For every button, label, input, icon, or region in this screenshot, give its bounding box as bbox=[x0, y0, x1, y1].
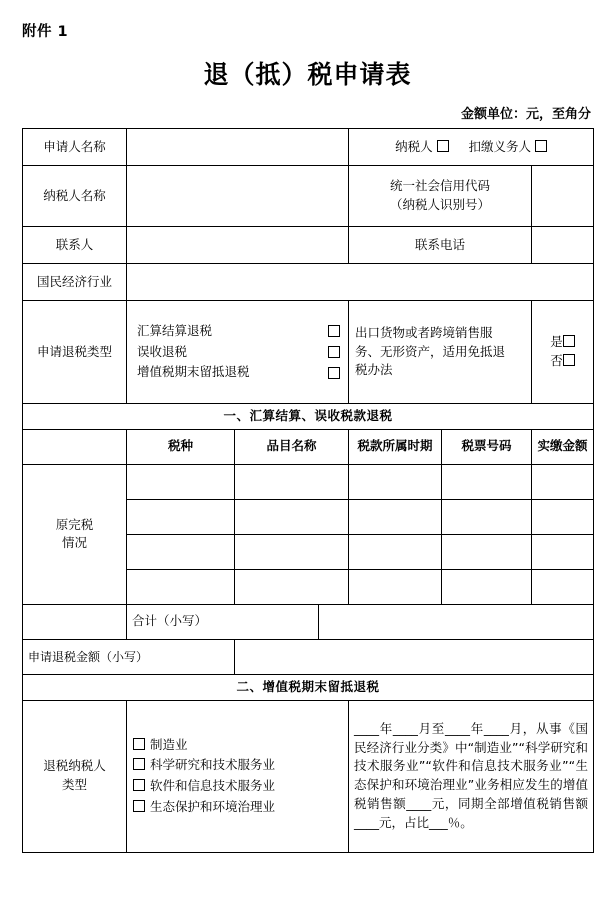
applicant-name-field[interactable] bbox=[127, 129, 349, 166]
cell-receipt-number[interactable] bbox=[442, 569, 532, 604]
credit-code-label-line2: （纳税人识别号） bbox=[390, 197, 491, 212]
total-row-spacer bbox=[23, 604, 127, 639]
taxpayer-type-option-3[interactable] bbox=[131, 797, 344, 818]
taxpayer-type-option-label: 制造业 bbox=[150, 736, 188, 752]
cell-tax-period[interactable] bbox=[349, 569, 442, 604]
export-refund-yes-no[interactable] bbox=[532, 301, 594, 404]
credit-code-label bbox=[349, 166, 532, 227]
refund-type-option-0[interactable] bbox=[133, 321, 342, 342]
table-row bbox=[23, 227, 594, 264]
export-refund-no-label: 否 bbox=[550, 353, 563, 368]
taxpayer-name-label: 纳税人名称 bbox=[23, 166, 127, 227]
table-row bbox=[23, 604, 594, 639]
taxpayer-type-option-0[interactable] bbox=[131, 735, 344, 756]
cell-receipt-number[interactable] bbox=[442, 464, 532, 499]
refund-type-option-label: 增值税期末留抵退税 bbox=[137, 364, 250, 380]
credit-code-field[interactable] bbox=[532, 166, 594, 227]
cell-tax-period[interactable] bbox=[349, 499, 442, 534]
export-refund-no[interactable] bbox=[537, 352, 588, 371]
table-row bbox=[23, 264, 594, 301]
table-row bbox=[23, 404, 594, 430]
cell-receipt-number[interactable] bbox=[442, 499, 532, 534]
cell-tax-type[interactable] bbox=[127, 569, 235, 604]
taxpayer-type-checkbox-1[interactable] bbox=[133, 758, 145, 770]
apply-amount-label: 申请退税金额（小写） bbox=[23, 639, 235, 674]
cell-receipt-number[interactable] bbox=[442, 534, 532, 569]
taxpayer-type-option-label: 生态保护和环境治理业 bbox=[150, 798, 276, 814]
cell-tax-period[interactable] bbox=[349, 464, 442, 499]
export-refund-text-line2: 务、无形资产，适用免抵退 bbox=[355, 343, 506, 359]
total-label: 合计（小写） bbox=[127, 604, 319, 639]
refund-taxpayer-type-label bbox=[23, 700, 127, 852]
export-refund-yes[interactable] bbox=[537, 333, 588, 352]
cell-paid-amount[interactable] bbox=[532, 464, 594, 499]
table-row bbox=[23, 674, 594, 700]
table-row bbox=[23, 464, 594, 499]
cell-tax-type[interactable] bbox=[127, 464, 235, 499]
withholding-agent-label: 扣缴义务人 bbox=[468, 138, 531, 154]
contact-person-label: 联系人 bbox=[23, 227, 127, 264]
taxpayer-checkbox[interactable] bbox=[437, 140, 449, 152]
withholding-agent-checkbox[interactable] bbox=[535, 140, 547, 152]
export-refund-text bbox=[349, 301, 532, 404]
total-value[interactable] bbox=[319, 604, 594, 639]
refund-taxpayer-type-label-line2: 类型 bbox=[61, 777, 87, 792]
refund-declaration-text: ____年____月至____年____月，从事《国民经济行业分类》中“制造业”“科学研究和技术服务业”“软件和信息技术服务业”“生态保护和环境治理业”业务相应发生的增值税销售额____元，同期全部增值税销售额____元，占比___％。 bbox=[349, 700, 594, 852]
export-refund-yes-checkbox[interactable] bbox=[563, 335, 575, 347]
table-row bbox=[23, 700, 594, 852]
original-tax-label-line2: 情况 bbox=[61, 535, 87, 551]
export-refund-no-checkbox[interactable] bbox=[563, 354, 575, 366]
refund-type-option-label: 汇算结算退税 bbox=[137, 322, 213, 338]
refund-type-option-1[interactable] bbox=[133, 342, 342, 363]
export-refund-text-line3: 税办法 bbox=[355, 362, 393, 378]
cell-item-name[interactable] bbox=[235, 534, 349, 569]
cell-tax-type[interactable] bbox=[127, 534, 235, 569]
refund-type-checkbox-1[interactable] bbox=[328, 346, 340, 358]
taxpayer-type-checkbox-0[interactable] bbox=[133, 738, 145, 750]
original-tax-label bbox=[23, 464, 127, 604]
amount-unit-note: 金额单位：元，至角分 bbox=[460, 107, 591, 122]
page-title: 退（抵）税申请表 bbox=[203, 60, 412, 89]
cell-paid-amount[interactable] bbox=[532, 499, 594, 534]
refund-type-checkbox-0[interactable] bbox=[328, 325, 340, 337]
industry-field[interactable] bbox=[127, 264, 594, 301]
cell-paid-amount[interactable] bbox=[532, 569, 594, 604]
contact-phone-field[interactable] bbox=[532, 227, 594, 264]
refund-type-checkbox-2[interactable] bbox=[328, 367, 340, 379]
table-row bbox=[23, 301, 594, 404]
taxpayer-name-field[interactable] bbox=[127, 166, 349, 227]
export-refund-yes-label: 是 bbox=[550, 334, 563, 350]
refund-application-form bbox=[22, 128, 594, 853]
taxpayer-label: 纳税人 bbox=[395, 138, 433, 154]
taxpayer-type-checkbox-2[interactable] bbox=[133, 779, 145, 791]
original-tax-label-spacer bbox=[23, 429, 127, 464]
column-header-tax-type: 税种 bbox=[127, 429, 235, 464]
refund-type-option-label: 误收退税 bbox=[137, 343, 188, 359]
contact-person-field[interactable] bbox=[127, 227, 349, 264]
taxpayer-type-option-2[interactable] bbox=[131, 776, 344, 797]
cell-item-name[interactable] bbox=[235, 569, 349, 604]
refund-type-option-2[interactable] bbox=[133, 362, 342, 383]
cell-item-name[interactable] bbox=[235, 464, 349, 499]
attachment-label: 附件 1 bbox=[22, 24, 69, 40]
cell-item-name[interactable] bbox=[235, 499, 349, 534]
column-header-paid-amount: 实缴金额 bbox=[532, 429, 594, 464]
column-header-receipt-number: 税票号码 bbox=[442, 429, 532, 464]
cell-tax-type[interactable] bbox=[127, 499, 235, 534]
applicant-type-checkboxes[interactable] bbox=[349, 129, 594, 166]
cell-tax-period[interactable] bbox=[349, 534, 442, 569]
refund-taxpayer-type-options[interactable] bbox=[127, 700, 349, 852]
applicant-name-label: 申请人名称 bbox=[23, 129, 127, 166]
table-row bbox=[23, 429, 594, 464]
taxpayer-type-option-label: 软件和信息技术服务业 bbox=[150, 778, 276, 793]
taxpayer-type-checkbox-3[interactable] bbox=[133, 800, 145, 812]
refund-type-options[interactable] bbox=[127, 301, 349, 404]
export-refund-text-line1: 出口货物或者跨境销售服 bbox=[355, 324, 493, 340]
column-header-item-name: 品目名称 bbox=[235, 429, 349, 464]
contact-phone-label: 联系电话 bbox=[349, 227, 532, 264]
table-row bbox=[23, 639, 594, 674]
industry-label: 国民经济行业 bbox=[23, 264, 127, 301]
taxpayer-type-option-1[interactable] bbox=[131, 755, 344, 776]
refund-type-label: 申请退税类型 bbox=[23, 301, 127, 404]
credit-code-label-line1: 统一社会信用代码 bbox=[390, 178, 491, 194]
section-one-title: 一、汇算结算、误收税款退税 bbox=[23, 404, 594, 430]
section-two-title: 二、增值税期末留抵退税 bbox=[23, 674, 594, 700]
table-row bbox=[23, 129, 594, 166]
taxpayer-type-option-label: 科学研究和技术服务业 bbox=[150, 757, 276, 773]
refund-taxpayer-type-label-line1: 退税纳税人 bbox=[43, 758, 106, 774]
original-tax-label-line1: 原完税 bbox=[55, 516, 94, 532]
table-row bbox=[23, 166, 594, 227]
column-header-tax-period: 税款所属时期 bbox=[349, 429, 442, 464]
cell-paid-amount[interactable] bbox=[532, 534, 594, 569]
apply-amount-value[interactable] bbox=[235, 639, 594, 674]
